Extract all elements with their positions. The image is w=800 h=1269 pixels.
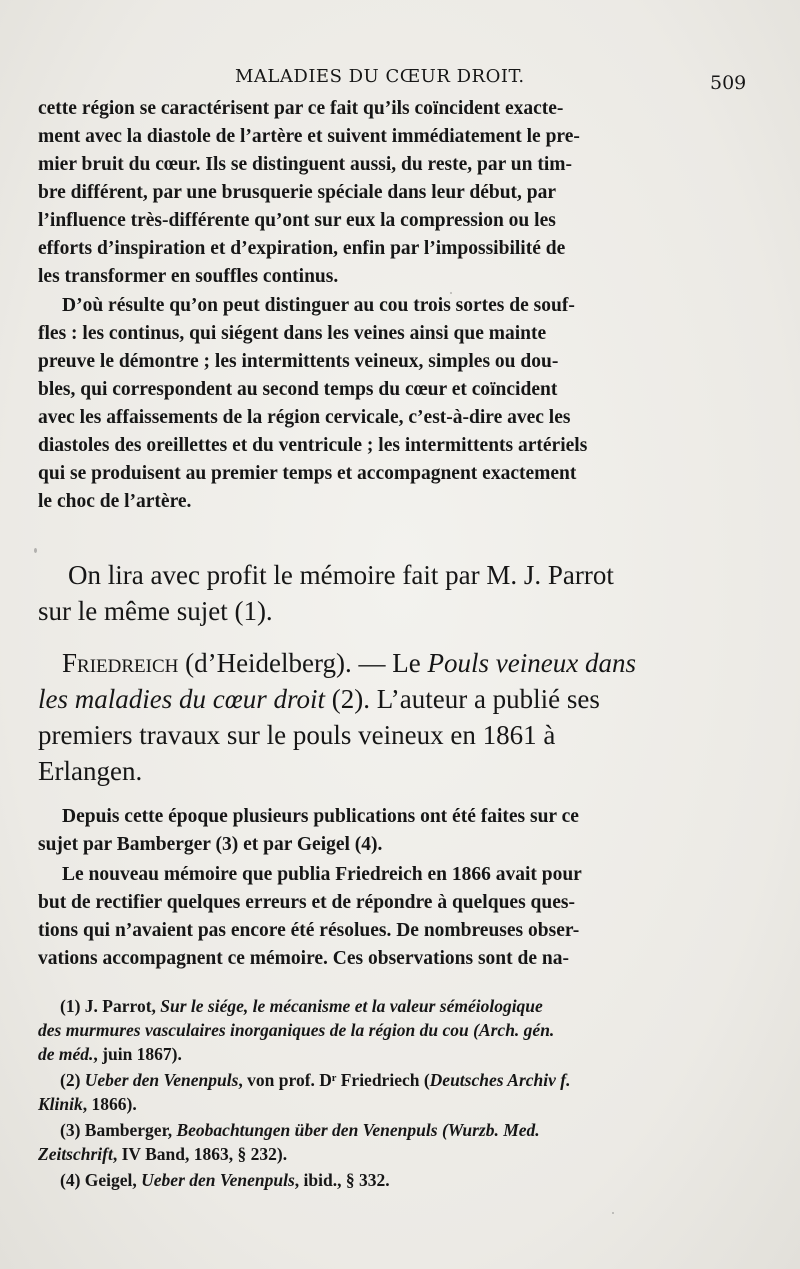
footnote-3-marker: (3) Bamberger, bbox=[60, 1120, 177, 1140]
p1-line-7: les transformer en souffles continus. bbox=[38, 266, 339, 287]
large-p1-line-1: On lira avec profit le mémoire fait par M. J. Parrot bbox=[68, 560, 614, 590]
footnote-2-author: , von prof. Dʳ Friedriech ( bbox=[238, 1070, 430, 1090]
p1-line-1: cette région se caractérisent par ce fait qu’ils coïncident exacte- bbox=[38, 98, 564, 119]
footnote-1-marker: (1) J. Parrot, bbox=[60, 996, 161, 1016]
footnote-4-marker: (4) Geigel, bbox=[60, 1170, 142, 1190]
author-name: Friedreich bbox=[62, 648, 179, 678]
p1-line-5: l’influence très-différente qu’ont sur eux la compression ou les bbox=[38, 210, 556, 231]
footnote-1-date: , juin 1867). bbox=[93, 1044, 182, 1064]
footnote-2-marker: (2) bbox=[60, 1070, 85, 1090]
p2-line-7: qui se produisent au premier temps et accompagnent exactement bbox=[38, 463, 577, 484]
work-title-part-1: Pouls veineux dans bbox=[427, 648, 636, 678]
footnote-3-title: Beobachtungen über den Venenpuls bbox=[176, 1120, 438, 1140]
ink-speck bbox=[34, 548, 37, 553]
p2-line-1: D’où résulte qu’on peut distinguer au cou trois sortes de souf- bbox=[62, 295, 575, 316]
p4-line-2: but de rectifier quelques erreurs et de répondre à quelques ques- bbox=[38, 892, 575, 913]
footnote-3-volume: , IV Band, 1863, § 232). bbox=[112, 1144, 288, 1164]
footnote-1-journal: de méd. bbox=[38, 1044, 94, 1064]
large-p2-line-4: Erlangen. bbox=[38, 756, 143, 786]
p2-line-2: fles : les continus, qui siégent dans les veines ainsi que mainte bbox=[38, 323, 547, 344]
footnote-3-journal: (Wurzb. Med. bbox=[437, 1120, 540, 1140]
large-p2-line-3: premiers travaux sur le pouls veineux en 1861 à bbox=[38, 720, 556, 750]
large-p2-line-2 bbox=[38, 684, 600, 715]
footnote-3-line-2 bbox=[38, 1144, 287, 1165]
footnote-2-line-1 bbox=[60, 1070, 570, 1091]
p2-line-6: diastoles des oreillettes et du ventricule ; les intermittents artériels bbox=[38, 435, 588, 456]
p4-line-1: Le nouveau mémoire que publia Friedreich en 1866 avait pour bbox=[62, 864, 582, 885]
p1-line-2: ment avec la diastole de l’artère et suivent immédiatement le pre- bbox=[38, 126, 580, 147]
footnote-4-title: Ueber den Venenpuls bbox=[141, 1170, 295, 1190]
footnote-1-line-2: des murmures vasculaires inorganiques de la région du cou (Arch. gén. bbox=[38, 1020, 555, 1040]
running-title: MALADIES DU CŒUR DROIT. bbox=[235, 66, 525, 87]
footnote-2-journal-cont: Klinik bbox=[38, 1094, 83, 1114]
footnote-3-journal-cont: Zeitschrift bbox=[38, 1144, 113, 1164]
footnote-2-title: Ueber den Venenpuls bbox=[84, 1070, 239, 1090]
footnote-3-line-1 bbox=[60, 1120, 540, 1141]
footnote-1-title: Sur le siége, le mécanisme et la valeur séméiologique bbox=[160, 996, 543, 1016]
p2-line-8: le choc de l’artère. bbox=[38, 491, 192, 512]
large-p2-line-2-rest: (2). L’auteur a publié ses bbox=[325, 684, 600, 714]
p3-line-2: sujet par Bamberger (3) et par Geigel (4). bbox=[38, 834, 383, 855]
footnote-1-line-1 bbox=[60, 996, 543, 1017]
p2-line-4: bles, qui correspondent au second temps du cœur et coïncident bbox=[38, 379, 558, 400]
large-p1-line-2: sur le même sujet (1). bbox=[38, 596, 273, 626]
ink-speck bbox=[450, 292, 452, 294]
p1-line-3: mier bruit du cœur. Ils se distinguent aussi, du reste, par un tim- bbox=[38, 154, 572, 175]
p1-line-4: bre différent, par une brusquerie spéciale dans leur début, par bbox=[38, 182, 557, 203]
footnote-1-line-3 bbox=[38, 1044, 182, 1065]
footnote-4-ref: , ibid., § 332. bbox=[294, 1170, 390, 1190]
ink-speck bbox=[612, 1212, 614, 1214]
p2-line-3: preuve le démontre ; les intermittents veineux, simples ou dou- bbox=[38, 351, 559, 372]
p3-line-1: Depuis cette époque plusieurs publications ont été faites sur ce bbox=[62, 806, 579, 827]
p2-line-5: avec les affaissements de la région cervicale, c’est-à-dire avec les bbox=[38, 407, 571, 428]
footnote-2-journal: Deutsches Archiv f. bbox=[429, 1070, 571, 1090]
p1-line-6: efforts d’inspiration et d’expiration, enfin par l’impossibilité de bbox=[38, 238, 566, 259]
footnote-2-line-2 bbox=[38, 1094, 137, 1115]
p4-line-4: vations accompagnent ce mémoire. Ces observations sont de na- bbox=[38, 948, 569, 969]
work-title-part-2: les maladies du cœur droit bbox=[38, 684, 325, 714]
author-affiliation: (d’Heidelberg). — Le bbox=[178, 648, 428, 678]
large-p2-line-1 bbox=[62, 648, 636, 679]
page-number: 509 bbox=[710, 72, 747, 94]
p4-line-3: tions qui n’avaient pas encore été résolues. De nombreuses obser- bbox=[38, 920, 580, 941]
footnote-2-date: , 1866). bbox=[82, 1094, 137, 1114]
footnote-4-line-1 bbox=[60, 1170, 390, 1191]
